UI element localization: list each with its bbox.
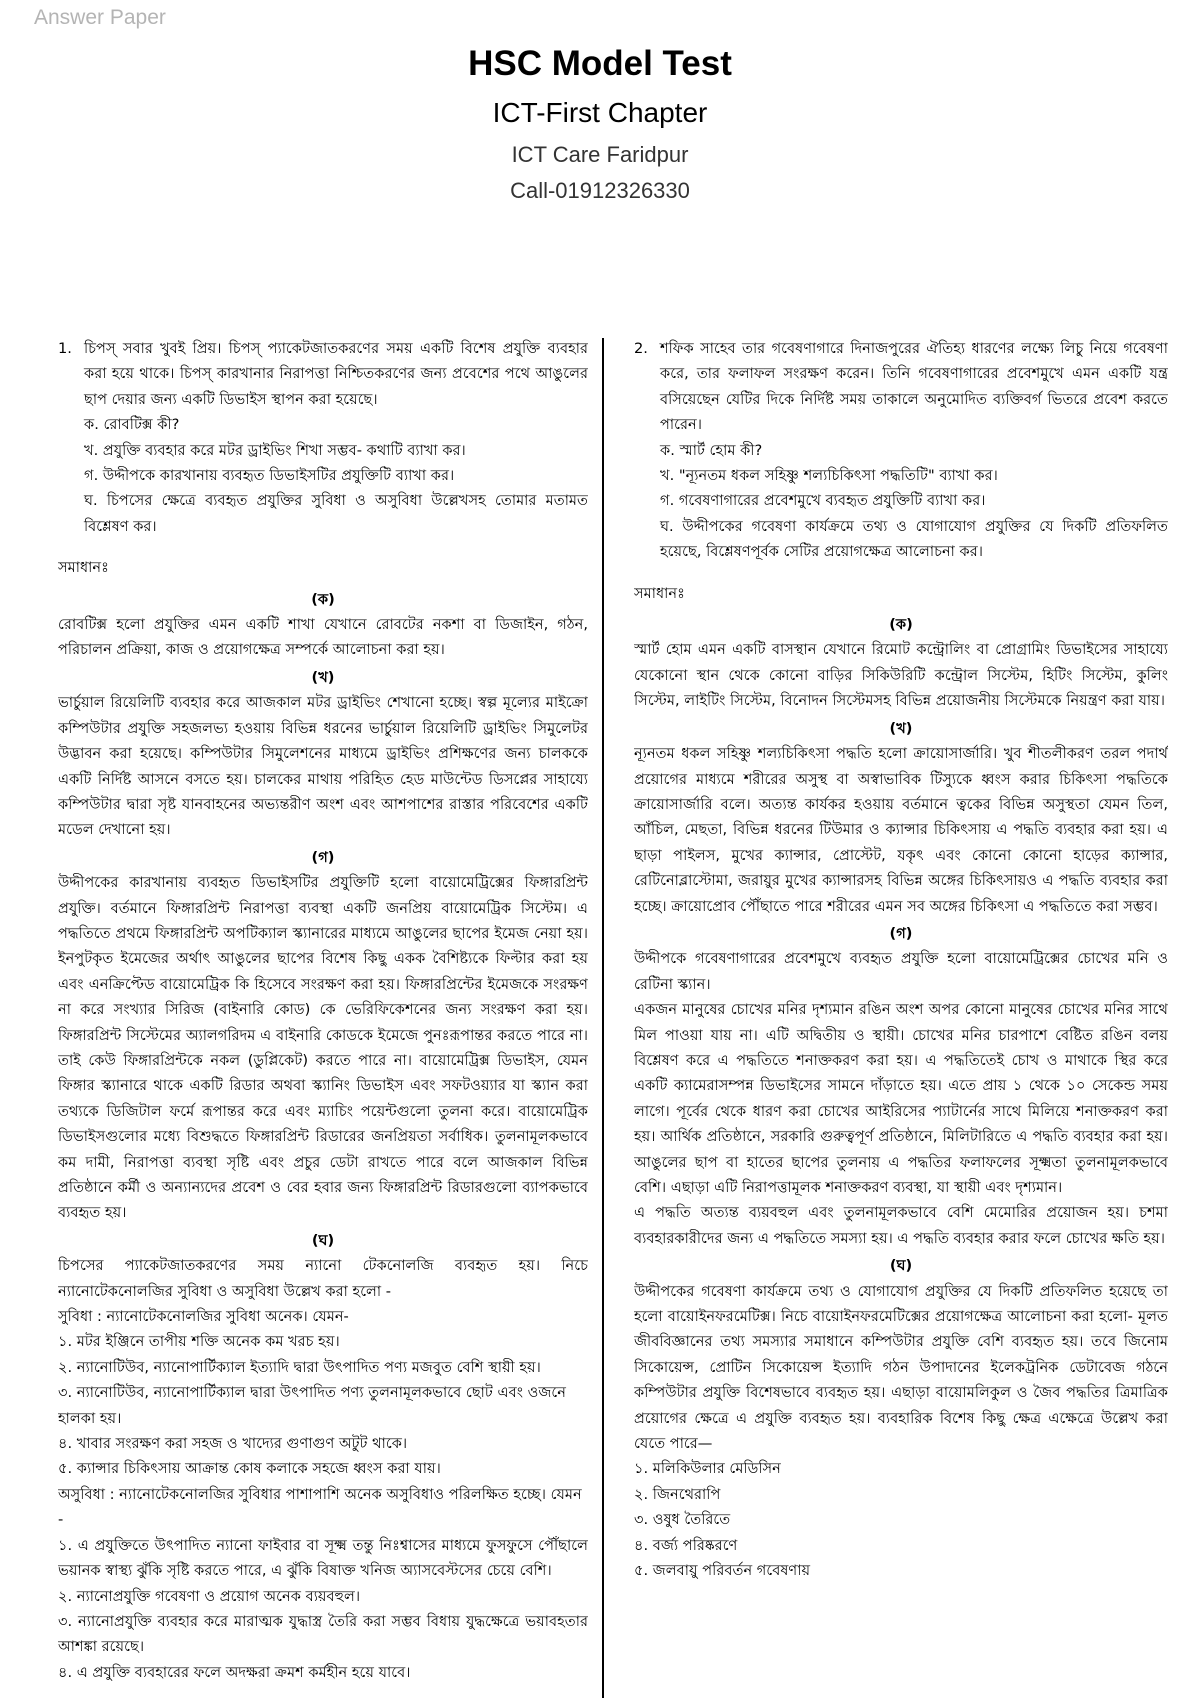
question-part-gha: ঘ. উদ্দীপকের গবেষণা কার্যক্রমে তথ্য ও যোগাযোগ প্রযুক্তির যে দিকটি প্রতিফলিত হয়েছে, বিশ্লেষণপূর্বক সেটির প্রয়োগক্ষেত্র আলোচনা কর। <box>660 517 1168 561</box>
page-title: HSC Model Test <box>468 44 732 83</box>
solution-label: সমাধানঃ <box>58 559 109 577</box>
list-item: ৩. ওষুধ তৈরিতে <box>634 1511 731 1529</box>
answer-heading-ka: (ক) <box>889 616 913 634</box>
list-item: ৩. ন্যানোপ্রযুক্তি ব্যবহার করে মারাত্মক যুদ্ধাস্ত্র তৈরি করা সম্ভব বিধায় যুদ্ধক্ষেত্রে ভয়াবহতার আশঙ্কা রয়েছে। <box>58 1612 588 1656</box>
list-item: ৩. ন্যানোটিউব, ন্যানোপার্টিক্যাল দ্বারা উৎপাদিত পণ্য তুলনামূলকভাবে ছোট এবং ওজনে হালকা হয়। <box>58 1384 567 1427</box>
list-item: ২. জিনথেরাপি <box>634 1485 721 1503</box>
answer-heading-ga: (গ) <box>889 924 913 942</box>
answer-kha: ভার্চুয়াল রিয়েলিটি ব্যবহার করে আজকাল মটর ড্রাইভিং শেখানো হচ্ছে। স্বল্প মূল্যের মাইক্রো কম্পিউটার প্রযুক্তি সহজলভ্য হওয়ায় বিভিন্ন ধরনের ভার্চুয়াল রিয়েলিটি ড্রাইভিং সিমুলেটর উদ্ভাবন করা হয়েছে। কম্পিউটার সিমুলেশনের মাধ্যমে ড্রাইভিং প্রশিক্ষণের জন্য চালককে একটি নির্দিষ্ট আসনে বসতে হয়। চালকের মাথায় পরিহিত হেড মাউন্টেড ডিসপ্লের সাহায্যে কম্পিউটার দ্বারা সৃষ্ট যানবাহনের অভ্যন্তরীণ অংশ এবং আশপাশের রাস্তার পরিবেশের একটি মডেল দেখানো হয়। <box>58 694 588 839</box>
question-1 <box>58 336 588 412</box>
question-part-ka: ক. স্মার্ট হোম কী? <box>660 441 763 459</box>
list-item: ২. ন্যানোপ্রযুক্তি গবেষণা ও প্রয়োগ অনেক ব্যয়বহুল। <box>58 1587 361 1605</box>
list-item: ২. ন্যানোটিউব, ন্যানোপার্টিক্যাল ইত্যাদি দ্বারা উৎপাদিত পণ্য মজবুত বেশি স্থায়ী হয়। <box>58 1358 541 1376</box>
question-part-gha: ঘ. চিপসের ক্ষেত্রে ব্যবহৃত প্রযুক্তির সুবিধা ও অসুবিধা উল্লেখসহ তোমার মতামত বিশ্লেষণ কর। <box>84 492 588 535</box>
answer-heading-kha: (খ) <box>311 668 335 686</box>
answer-kha: ন্যূনতম ধকল সহিষ্ণু শল্যচিকিৎসা পদ্ধতি হলো ক্রায়োসার্জারি। খুব শীতলীকরণ তরল পদার্থ প্রয়োগের মাধ্যমে শরীরের অসুস্থ বা অস্বাভাবিক টিস্যুকে ধ্বংস করার চিকিৎসা পদ্ধতিকে ক্রায়োসার্জারি বলে। অত্যন্ত কার্যকর হওয়ায় বর্তমানে ত্বকের বিভিন্ন অসুস্থতা যেমন তিল, আঁচিল, মেছতা, বিভিন্ন ধরনের টিউমার ও ক্যান্সার চিকিৎসায় এ পদ্ধতি ব্যবহার করা হয়। এ ছাড়া পাইলস, মুখের ক্যান্সার, প্রোস্টেট, যকৃৎ এবং কোনো কোনো হাড়ের ক্যান্সার, রেটিনোব্লাস্টোমা, জরায়ুর মুখের ক্যান্সারসহ বিভিন্ন অঙ্গের চিকিৎসায়ও এ পদ্ধতি ব্যবহার করা হচ্ছে। ক্রায়োপ্রোব পৌঁছাতে পারে শরীরের এমন সব অঙ্গের চিকিৎসা এ পদ্ধতিতে করা সম্ভব। <box>634 745 1168 915</box>
question-stem: শফিক সাহেব তার গবেষণাগারে দিনাজপুরের ঐতিহ্য ধারণের লক্ষ্যে লিচু নিয়ে গবেষণা করে, তার ফলাফল সংরক্ষণ করেন। তিনি গবেষণাগারের প্রবেশমুখে এমন একটি যন্ত্র বসিয়েছেন যেটির দিকে নির্দিষ্ট সময় তাকালে অনুমোদিত ব্যক্তিবর্গ ভিতরে প্রবেশ করতে পারেন। <box>660 340 1168 434</box>
answer-gha: উদ্দীপকের গবেষণা কার্যক্রমে তথ্য ও যোগাযোগ প্রযুক্তির যে দিকটি প্রতিফলিত হয়েছে তা হলো বায়োইনফরমেটিক্স। নিচে বায়োইনফরমেটিক্সের প্রয়োগক্ষেত্র আলোচনা করা হলো- মূলত জীববিজ্ঞানের তথ্য সমস্যার সমাধানে কম্পিউটার প্রযুক্তি বেশি ব্যবহৃত হয়। তবে জিনোম সিকোয়েন্স, প্রোটিন সিকোয়েন্স ইত্যাদি গঠন উপাদানের ইলেকট্রনিক ডেটাবেজ গঠনে কম্পিউটার প্রযুক্তি বিশেষভাবে ব্যবহৃত হয়। এছাড়া বায়োমলিকুল ও জৈব পদ্ধতির ত্রিমাত্রিক প্রয়োগের ক্ষেত্রে এ প্রযুক্তি ব্যবহৃত হয়। ব্যবহারিক বিশেষ কিছু ক্ষেত্র এক্ষেত্রে উল্লেখ করা যেতে পারে— <box>634 1282 1168 1453</box>
answer-ga-body: একজন মানুষের চোখের মনির দৃশ্যমান রঙিন অংশ অপর কোনো মানুষের চোখের মনির সাথে মিল পাওয়া যায় না। এটি অদ্বিতীয় ও স্থায়ী। চোখের মনির চারপাশে বেষ্টিত রঙিন বলয় বিশ্লেষণ করে এ পদ্ধতিতে শনাক্তকরণ করা হয়। এ পদ্ধতিতেই চোখ ও মাথাকে স্থির করে একটি ক্যামেরাসম্পন্ন ডিভাইসের সামনে দাঁড়াতে হয়। এতে প্রায় ১ থেকে ১০ সেকেন্ড সময় লাগে। পূর্বের থেকে ধারণ করা চোখের আইরিসের প্যাটার্নের সাথে মিলিয়ে শনাক্তকরণ করা হয়। আর্থিক প্রতিষ্ঠানে, সরকারি গুরুত্বপূর্ণ প্রতিষ্ঠানে, মিলিটারিতে এ পদ্ধতি ব্যবহার করা হয়। আঙুলের ছাপ বা হাতের ছাপের তুলনায় এ পদ্ধতির ফলাফলের সূক্ষ্মতা তুলনামূলকভাবে বেশি। এছাড়া এটি নিরাপত্তামূলক শনাক্তকরণ ব্যবস্থা, যা স্থায়ী এবং দৃশ্যমান। <box>634 1001 1168 1196</box>
list-item: ১. এ প্রযুক্তিতে উৎপাদিত ন্যানো ফাইবার বা সূক্ষ্ম তন্তু নিঃশ্বাসের মাধ্যমে ফুসফুসে পৌঁছালে ভয়ানক স্বাস্থ্য ঝুঁকি সৃষ্টি করতে পারে, এ ঝুঁকি বিষাক্ত খনিজ অ্যাসবেস্টসের চেয়ে বেশি। <box>58 1536 588 1580</box>
answer-heading-gha: (ঘ) <box>889 1257 913 1275</box>
question-part-kha: খ. প্রযুক্তি ব্যবহার করে মটর ড্রাইভিং শিখা সম্ভব- কথাটি ব্যাখা কর। <box>84 441 466 459</box>
list-item: ৫. ক্যান্সার চিকিৎসায় আক্রান্ত কোষ কলাকে সহজে ধ্বংস করা যায়। <box>58 1460 441 1478</box>
organization-name: ICT Care Faridpur <box>511 142 689 167</box>
disadvantages-label: অসুবিধা : ন্যানোটেকনোলজির সুবিধার পাশাপাশি অনেক অসুবিধাও পরিলক্ষিত হচ্ছে। যেমন - <box>58 1485 582 1529</box>
advantages-label: সুবিধা : ন্যানোটেকনোলজির সুবিধা অনেক। যেমন- <box>58 1308 349 1326</box>
watermark: Answer Paper <box>34 6 166 29</box>
answer-gha-intro: চিপসের প্যাকেটজাতকরণের সময় ন্যানো টেকনোলজি ব্যবহৃত হয়। নিচে ন্যানোটেকনোলজির সুবিধা ও অসুবিধা উল্লেখ করা হলো - <box>58 1257 588 1300</box>
answer-heading-gha: (ঘ) <box>311 1231 335 1249</box>
question-part-ga: গ. উদ্দীপকে কারখানায় ব্যবহৃত ডিভাইসটির প্রযুক্তিটি ব্যাখা কর। <box>84 467 455 485</box>
page-header <box>0 40 1200 206</box>
list-item: ৫. জলবায়ু পরিবর্তন গবেষণায় <box>634 1562 811 1580</box>
list-item: ১. মটর ইঞ্জিনে তাপীয় শক্তি অনেক কম খরচ হয়। <box>58 1333 340 1351</box>
question-number: 1. <box>58 340 72 357</box>
contact-phone: Call-01912326330 <box>510 178 690 203</box>
answer-heading-ka: (ক) <box>311 590 335 608</box>
answer-ga: উদ্দীপকের কারখানায় ব্যবহৃত ডিভাইসটির প্রযুক্তিটি হলো বায়োমেট্রিক্সের ফিঙ্গারপ্রিন্ট প্রযুক্তি। বর্তমানে ফিঙ্গারপ্রিন্ট নিরাপত্তা ব্যবস্থা একটি জনপ্রিয় বায়োমেট্রিক সিস্টেম। এ পদ্ধতিতে প্রথমে ফিঙ্গারপ্রিন্ট অপটিক্যাল স্ক্যানারের মাধ্যমে আঙুলের ছাপের ইমেজ নেয়া হয়। ইনপুটকৃত ইমেজের অর্থাৎ আঙুলের ছাপের বিশেষ কিছু একক বৈশিষ্ট্যকে ফিল্টার করা হয় এবং এনক্রিপ্টেড বায়োমেট্রিক কি হিসেবে সংরক্ষণ করা হয়। ফিঙ্গারপ্রিন্টের ইমেজকে সংরক্ষণ না করে সংখ্যার সিরিজ (বাইনারি কোড) কে ভেরিফিকেশনের জন্য সংরক্ষণ করা হয়। ফিঙ্গারপ্রিন্ট সিস্টেমের অ্যালগরিদম এ বাইনারি কোডকে ইমেজে পুনঃরূপান্তর করতে পারে না। তাই কেউ ফিঙ্গারপ্রিন্টকে নকল (ডুপ্লিকেট) করতে পারে না। বায়োমেট্রিক্স ডিভাইস, যেমন ফিঙ্গার স্ক্যানারে থাকে একটি রিডার অথবা স্ক্যানিং ডিভাইস এবং সফটওয়্যার যা স্ক্যান করা তথ্যকে ডিজিটাল ফর্মে রূপান্তর করে এবং ম্যাচিং পয়েন্টগুলো তুলনা করে। বায়োমেট্রিক ডিভাইসগুলোর মধ্যে বিশুদ্ধতে ফিঙ্গারপ্রিন্ট রিডারের জনপ্রিয়তা সর্বাধিক। তুলনামূলকভাবে কম দামী, নিরাপত্তা ব্যবস্থা সৃষ্টি এবং প্রচুর ডেটা রাখতে পারে বলে আজকাল বিভিন্ন প্রতিষ্ঠানে কর্মী ও অন্যান্যদের প্রবেশ ও বের হবার জন্য ফিঙ্গারপ্রিন্ট রিডারগুলো ব্যাপকভাবে ব্যবহৃত হয়। <box>58 874 588 1222</box>
question-number: 2. <box>634 340 648 357</box>
question-part-ga: গ. গবেষণাগারের প্রবেশমুখে ব্যবহৃত প্রযুক্তিটি ব্যাখা কর। <box>660 492 986 510</box>
right-column <box>634 336 1168 1691</box>
question-2 <box>634 336 1168 438</box>
question-part-ka: ক. রোবটিক্স কী? <box>84 416 180 434</box>
solution-label: সমাধানঃ <box>634 584 685 602</box>
answer-heading-kha: (খ) <box>889 719 913 737</box>
answer-ga-intro: উদ্দীপকে গবেষণাগারের প্রবেশমুখে ব্যবহৃত প্রযুক্তি হলো বায়োমেট্রিক্সের চোখের মনি ও রেটিনা স্ক্যান। <box>634 950 1168 993</box>
answer-ga-limitations: এ পদ্ধতি অত্যন্ত ব্যয়বহুল এবং তুলনামূলকভাবে বেশি মেমোরির প্রয়োজন হয়। চশমা ব্যবহারকারীদের জন্য এ পদ্ধতিতে সমস্যা হয়। এ পদ্ধতি ব্যবহার করার ফলে চোখের ক্ষতি হয়। <box>634 1204 1168 1247</box>
list-item: ৪. এ প্রযুক্তি ব্যবহারের ফলে অদক্ষরা ক্রমশ কর্মহীন হয়ে যাবে। <box>58 1663 411 1681</box>
left-column <box>58 336 588 1691</box>
list-item: ৪. খাবার সংরক্ষণ করা সহজ ও খাদ্যের গুণাগুণ অটুট থাকে। <box>58 1435 408 1453</box>
column-divider <box>602 338 604 1698</box>
answer-heading-ga: (গ) <box>311 848 335 866</box>
question-part-kha: খ. "ন্যূনতম ধকল সহিষ্ণু শল্যচিকিৎসা পদ্ধতিটি" ব্যাখা কর। <box>660 467 998 485</box>
list-item: ৪. বর্জ্য পরিষ্করণে <box>634 1536 738 1554</box>
list-item: ১. মলিকিউলার মেডিসিন <box>634 1460 781 1478</box>
answer-ka: রোবটিক্স হলো প্রযুক্তির এমন একটি শাখা যেখানে রোবটের নকশা বা ডিজাইন, গঠন, পরিচালন প্রক্রিয়া, কাজ ও প্রয়োগক্ষেত্র সম্পর্কে আলোচনা করা হয়। <box>58 616 588 659</box>
page-subtitle: ICT-First Chapter <box>492 97 708 128</box>
answer-ka: স্মার্ট হোম এমন একটি বাসস্থান যেখানে রিমোট কন্ট্রোলিং বা প্রোগ্রামিং ডিভাইসের সাহায্যে যেকোনো স্থান থেকে কোনো বাড়ির সিকিউরিটি কন্ট্রোল সিস্টেম, হিটিং সিস্টেম, কুলিং সিস্টেম, লাইটিং সিস্টেম, বিনোদন সিস্টেমসহ বিভিন্ন প্রয়োজনীয় সিস্টেমকে নিয়ন্ত্রণ করা যায়। <box>634 641 1168 710</box>
question-stem: চিপস্ সবার খুবই প্রিয়। চিপস্ প্যাকেটজাতকরণের সময় একটি বিশেষ প্রযুক্তি ব্যবহার করা হয়ে থাকে। চিপস্ কারখানার নিরাপত্তা নিশ্চিতকরণের জন্য প্রবেশের পথে আঙুলের ছাপ দেয়ার জন্য একটি ডিভাইস স্থাপন করা হয়েছে। <box>84 340 588 408</box>
